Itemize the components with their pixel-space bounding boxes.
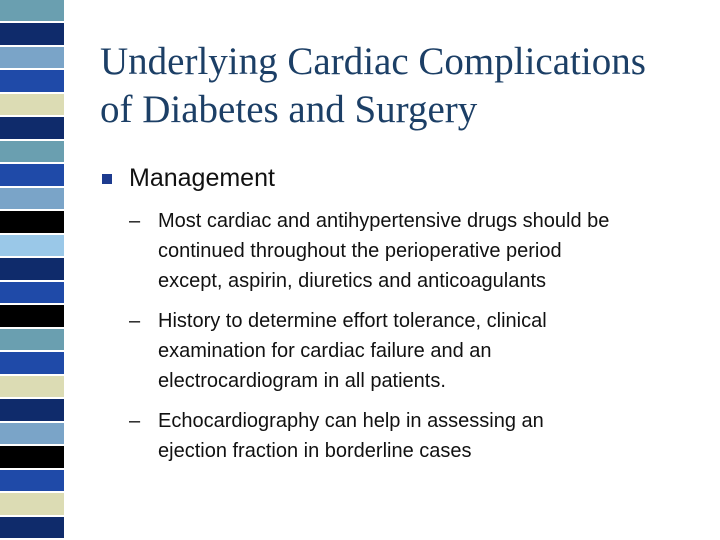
square-bullet-icon bbox=[102, 174, 112, 184]
sub-bullet-line: electrocardiogram in all patients. bbox=[158, 370, 446, 392]
stripe-block bbox=[0, 329, 64, 350]
sub-bullet-line: continued throughout the perioperative period bbox=[158, 240, 562, 262]
stripe-block bbox=[0, 423, 64, 444]
stripe-block bbox=[0, 493, 64, 514]
sub-bullet-list bbox=[129, 206, 714, 476]
sub-bullet-item bbox=[129, 406, 714, 466]
slide-title bbox=[100, 38, 700, 134]
sub-bullet-line: examination for cardiac failure and an bbox=[158, 340, 492, 362]
bullet-management: Management bbox=[129, 164, 275, 192]
stripe-block bbox=[0, 282, 64, 303]
stripe-block bbox=[0, 376, 64, 397]
sub-bullet-line: Echocardiography can help in assessing an bbox=[158, 410, 544, 432]
stripe-block bbox=[0, 141, 64, 162]
stripe-block bbox=[0, 399, 64, 420]
stripe-block bbox=[0, 446, 64, 467]
stripe-block bbox=[0, 70, 64, 91]
stripe-block bbox=[0, 47, 64, 68]
stripe-block bbox=[0, 117, 64, 138]
title-line-2: of Diabetes and Surgery bbox=[100, 88, 478, 131]
stripe-block bbox=[0, 94, 64, 115]
sub-bullet-line: Most cardiac and antihypertensive drugs should be bbox=[158, 210, 610, 232]
stripe-block bbox=[0, 0, 64, 21]
stripe-block bbox=[0, 164, 64, 185]
stripe-block bbox=[0, 211, 64, 232]
stripe-block bbox=[0, 517, 64, 538]
sub-bullet-item bbox=[129, 206, 714, 296]
sub-bullet-item bbox=[129, 306, 714, 396]
dash-bullet: – bbox=[129, 310, 141, 332]
stripe-block bbox=[0, 352, 64, 373]
sub-bullet-line: except, aspirin, diuretics and anticoagulants bbox=[158, 270, 547, 292]
sub-bullet-line: History to determine effort tolerance, clinical bbox=[158, 310, 547, 332]
stripe-block bbox=[0, 258, 64, 279]
stripe-block bbox=[0, 188, 64, 209]
stripe-block bbox=[0, 305, 64, 326]
title-line-1: Underlying Cardiac Complications bbox=[100, 40, 646, 83]
stripe-block bbox=[0, 23, 64, 44]
sub-bullet-line: ejection fraction in borderline cases bbox=[158, 440, 472, 462]
stripe-block bbox=[0, 470, 64, 491]
decorative-stripe-bar bbox=[0, 0, 64, 540]
stripe-block bbox=[0, 235, 64, 256]
dash-bullet: – bbox=[129, 410, 141, 432]
dash-bullet: – bbox=[129, 210, 141, 232]
